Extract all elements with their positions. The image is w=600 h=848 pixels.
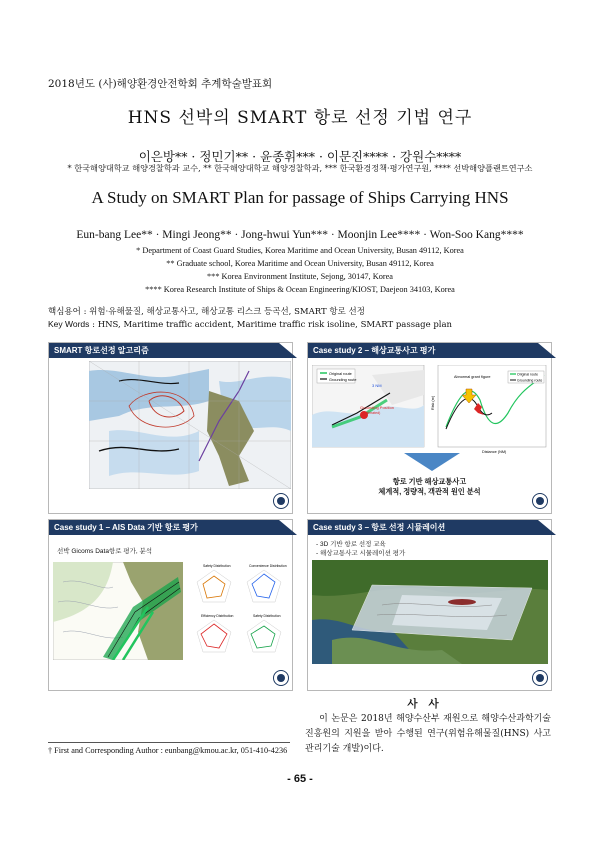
- grounding-label: Grounding Position: [360, 405, 395, 410]
- institution-logo: [273, 493, 289, 509]
- keywords-korean: [48, 305, 365, 317]
- panel-1-title: SMART 항로선정 알고리즘: [49, 343, 279, 358]
- caption-line-1: 항로 기반 해상교통사고: [392, 477, 467, 486]
- bullet-item: - 3D 기반 항로 선정 교육: [316, 541, 386, 548]
- keywords-ko-label: 핵심용어: [48, 306, 81, 316]
- footnote: † First and Corresponding Author : eunbang@kmou.ac.kr, 051-410-4236: [48, 742, 290, 755]
- abnormal-label: Abnormal grant figure: [454, 375, 491, 379]
- panel-case-study-1: [48, 519, 293, 691]
- ais-route-map-figure: [53, 562, 183, 660]
- affiliation-4: **** Korea Research Institute of Ships & Ocean Engineering/KIOST, Daejeon 34103, Korea: [145, 285, 455, 294]
- institution-logo: [532, 670, 548, 686]
- legend-original: Original route: [329, 372, 352, 376]
- panel-2-caption: [308, 477, 551, 497]
- keywords-ko-text: : 위험·유해물질, 해상교통사고, 해상교통 리스크 등곡선, SMART 항로 선정: [83, 307, 365, 317]
- radar-label-1: Safety Distribution: [203, 564, 231, 568]
- radar-label-2: Convenience Distribution: [249, 564, 287, 568]
- authors-korean: 이은방** · 정민기** · 윤종휘*** · 이문진**** · 강원수****: [138, 149, 462, 164]
- affiliation-1: * Department of Coast Guard Studies, Korea Maritime and Ocean University, Busan 49112, Korea: [136, 246, 464, 255]
- down-arrow-icon: [404, 453, 460, 473]
- grounding-label-2: (Estimated): [362, 411, 381, 415]
- radar-label-3: Efficiency Distribution: [201, 614, 234, 618]
- legend-original-2: Original route: [517, 372, 539, 377]
- algorithm-map-figure: [89, 361, 291, 489]
- affiliation-3: *** Korea Environment Institute, Sejong, 30147, Korea: [207, 272, 393, 281]
- panel-smart-algorithm: [48, 342, 293, 514]
- axis-y-label: Risk (m): [431, 395, 435, 410]
- acknowledgment-title: 사 사: [407, 698, 443, 710]
- conference-header: 2018년도 (사)해양환경안전학회 추계학술발표회: [48, 78, 273, 90]
- radar-charts-figure: [189, 562, 289, 662]
- axis-x-label: Distance (NM): [482, 450, 507, 454]
- acknowledgment-text: 이 논문은 2018년 해양수산부 재원으로 해양수산과학기술진흥원의 지원을 받아 수행된 연구(위험유해물질(HNS) 사고 관리기술 개발)이다.: [305, 714, 551, 754]
- affiliations-korean: * 한국해양대학교 해양경찰학과 교수, ** 한국해양대학교 해양경찰학과, *** 한국환경정책·평가연구원, **** 선박해양플랜트연구소: [67, 163, 533, 173]
- authors-english: Eun-bang Lee** · Mingi Jeong** · Jong-hwui Yun*** · Moonjin Lee**** · Won-Soo Kang****: [76, 229, 524, 241]
- legend-grounding: Grounding route: [329, 378, 357, 382]
- accident-analysis-figure: [312, 365, 548, 455]
- nm-label: 3 NM: [372, 383, 382, 388]
- affiliation-2: ** Graduate school, Korea Maritime and Ocean University, Busan 49112, Korea: [166, 259, 434, 268]
- title-english: A Study on SMART Plan for passage of Ships Carrying HNS: [91, 188, 509, 207]
- keywords-en-label: Key Words: [48, 319, 90, 329]
- institution-logo: [273, 670, 289, 686]
- simulation-3d-figure: [312, 560, 548, 664]
- panel-case-study-3: [307, 519, 552, 691]
- radar-label-4: Safety Distribution: [253, 614, 281, 618]
- panel-2-title: Case study 2 – 해상교통사고 평가: [308, 343, 538, 358]
- panel-4-bullets: [316, 540, 405, 558]
- legend-grounding-2: Grounding route: [517, 378, 543, 383]
- bullet-item: - 해상교통사고 시뮬레이션 평가: [316, 550, 406, 557]
- page-number: - 65 -: [287, 773, 313, 785]
- keywords-en-text: : HNS, Maritime traffic accident, Maritime traffic risk isoline, SMART passage plan: [92, 320, 453, 330]
- caption-line-2: 체계적, 정량적, 객관적 원인 분석: [378, 487, 481, 496]
- panel-case-study-2: [307, 342, 552, 514]
- institution-logo: [532, 493, 548, 509]
- title-korean: HNS 선박의 SMART 항로 선정 기법 연구: [127, 108, 473, 128]
- keywords-english: [48, 319, 452, 330]
- panel-3-title: Case study 1 – AIS Data 기반 항로 평가: [49, 520, 279, 535]
- panel-3-subtitle: 선박 Gicoms Data항로 평가, 분석: [57, 548, 153, 555]
- panel-4-title: Case study 3 – 항로 선정 시뮬레이션: [308, 520, 538, 535]
